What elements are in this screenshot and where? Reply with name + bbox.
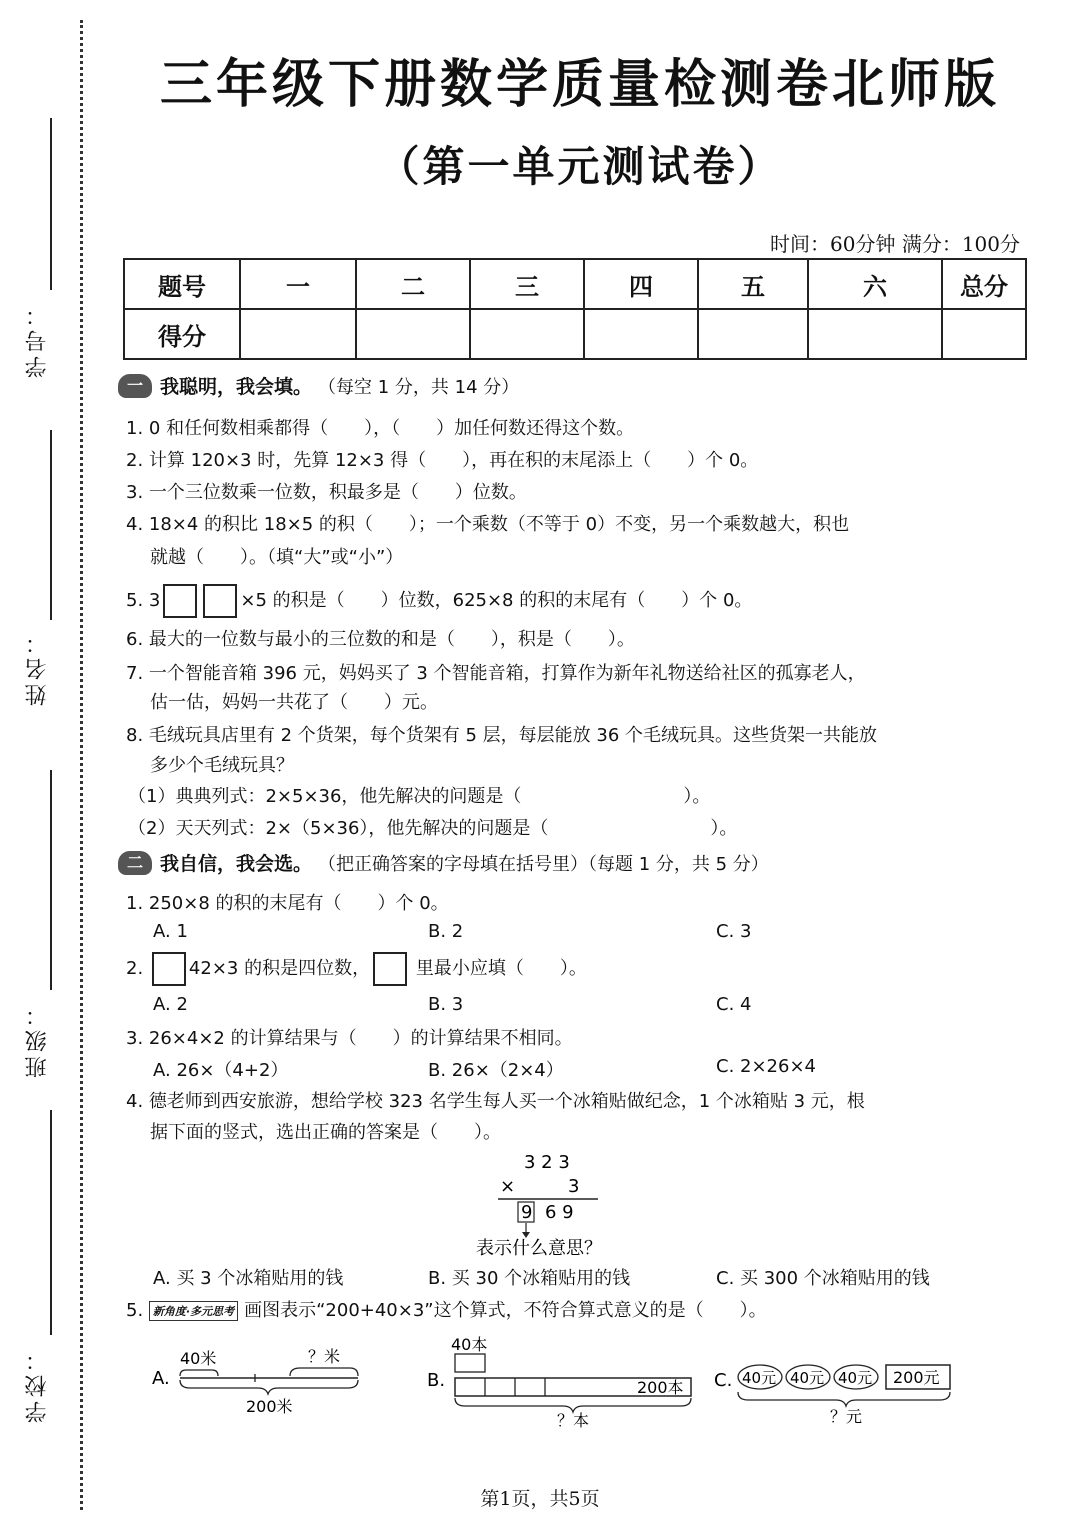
s2-q4-option-c[interactable]: C. 买 300 个冰箱贴用的钱	[716, 1268, 930, 1289]
diagram-a-top-right: ？米	[308, 1347, 341, 1366]
score-cell[interactable]	[470, 309, 584, 359]
diagram-b-unit-box	[455, 1354, 485, 1372]
score-cell[interactable]	[942, 309, 1026, 359]
s2-q2-prefix: 2.	[126, 958, 144, 979]
s1-question-1: 1. 0 和任何数相乘都得（ ），（ ）加任何数还得这个数。	[126, 418, 635, 439]
diagram-a-bottom-brace	[180, 1380, 358, 1394]
diagram-a-brace-right	[290, 1368, 358, 1376]
s2-q5-text: 画图表示“200+40×3”这个算式，不符合算式意义的是（ ）。	[244, 1300, 767, 1321]
s1-question-3: 3. 一个三位数乘一位数，积最多是（ ）位数。	[126, 482, 527, 503]
s2-question-1: 1. 250×8 的积的末尾有（ ）个 0。	[126, 893, 449, 914]
name-line	[50, 430, 52, 620]
school-label: 学校：	[25, 1345, 50, 1423]
score-header-cell: 三	[470, 259, 584, 309]
s2-q5-diagram-b[interactable]	[425, 1332, 705, 1432]
vm-question: 表示什么意思？	[476, 1238, 602, 1258]
s2-question-5: 5. 新角度·多元思考 画图表示“200+40×3”这个算式，不符合算式意义的是（ ）。	[126, 1300, 767, 1321]
s2-q3-option-a[interactable]: A. 26×（4+2）	[153, 1060, 289, 1081]
score-cell[interactable]	[240, 309, 356, 359]
page-subtitle: （第一单元测试卷）	[377, 142, 783, 191]
diagram-c-coin: 40元	[742, 1369, 777, 1387]
page-footer: 第1页，共5页	[480, 1488, 600, 1510]
score-row-label: 得分	[124, 309, 240, 359]
diagram-a-brace-left	[180, 1370, 218, 1376]
diagram-a-letter: A.	[152, 1368, 170, 1389]
section-2-title: 我自信，我会选。	[160, 853, 313, 875]
s2-q2-option-b[interactable]: B. 3	[428, 994, 464, 1015]
s1-question-7-line-1: 7. 一个智能音箱 396 元，妈妈买了 3 个智能音箱，打算作为新年礼物送给社区的孤寡老人，	[126, 663, 866, 684]
student-id-label: 学号：	[25, 300, 50, 378]
diagram-b-bottom: ？本	[557, 1411, 590, 1430]
diagram-a-top-left: 40米	[180, 1349, 217, 1368]
section-2-note: （把正确答案的字母填在括号里）（每题 1 分，共 5 分）	[318, 853, 769, 875]
s1-question-8-line-1: 8. 毛绒玩具店里有 2 个货架，每个货架有 5 层，每层能放 36 个毛绒玩具。这些货架一共能放	[126, 725, 878, 746]
s2-q4-option-a[interactable]: A. 买 3 个冰箱贴用的钱	[153, 1268, 344, 1289]
digit-box[interactable]	[163, 584, 197, 618]
section-2-badge: 二	[118, 851, 152, 875]
s1-question-8-part-2: （2）天天列式：2×（5×36），他先解决的问题是（ ）。	[128, 818, 738, 839]
vm-top-number: 3 2 3	[524, 1152, 570, 1173]
section-1-title: 我聪明，我会填。	[160, 376, 313, 398]
s2-q3-option-b[interactable]: B. 26×（2×4）	[428, 1060, 564, 1081]
s1-question-4-line-1: 4. 18×4 的积比 18×5 的积（ ）；一个乘数（不等于 0）不变，另一个乘数越大，积也	[126, 514, 850, 535]
s1-question-2: 2. 计算 120×3 时，先算 12×3 得（ ），再在积的末尾添上（ ）个 0。	[126, 450, 759, 471]
exam-meta: 时间：60分钟 满分：100分	[770, 232, 1020, 256]
diagram-b-inner: 200本	[637, 1378, 684, 1397]
s2-q2-mid: 42×3 的积是四位数，	[188, 958, 371, 979]
section-1-badge: 一	[118, 374, 152, 398]
diagram-a-bottom: 200米	[246, 1397, 293, 1416]
s1-q5-prefix: 5. 3	[126, 590, 161, 611]
s1-question-7-line-2: 估一估，妈妈一共花了（ ）元。	[150, 692, 438, 713]
s1-question-8-line-2: 多少个毛绒玩具？	[150, 755, 294, 776]
s2-question-2	[126, 952, 587, 986]
binding-dotted-line	[80, 20, 83, 1510]
s1-question-6: 6. 最大的一位数与最小的三位数的和是（ ），积是（ ）。	[126, 629, 635, 650]
page-title: 三年级下册数学质量检测卷北师版	[159, 54, 1000, 115]
score-table	[123, 258, 1027, 360]
diagram-c-bottom-brace	[738, 1392, 950, 1406]
digit-box[interactable]	[152, 952, 186, 986]
vertical-multiplication	[470, 1148, 630, 1258]
diagram-c-letter: C.	[714, 1370, 733, 1391]
digit-box[interactable]	[203, 584, 237, 618]
score-cell[interactable]	[698, 309, 808, 359]
score-header-cell: 六	[808, 259, 942, 309]
score-cell[interactable]	[584, 309, 698, 359]
section-1-header	[118, 372, 519, 399]
vm-result-rest: 6 9	[545, 1202, 574, 1223]
diagram-c-bottom: ？元	[830, 1407, 863, 1426]
s2-question-4-line-1: 4. 德老师到西安旅游，想给学校 323 名学生每人买一个冰箱贴做纪念，1 个冰箱贴 3 元，根	[126, 1091, 865, 1112]
class-label: 班级：	[25, 1000, 50, 1078]
school-line	[50, 1110, 52, 1335]
score-cell[interactable]	[808, 309, 942, 359]
score-header-cell: 总分	[942, 259, 1026, 309]
s2-q3-option-c[interactable]: C. 2×26×4	[716, 1056, 816, 1077]
s2-q1-option-c[interactable]: C. 3	[716, 921, 752, 942]
s2-q1-option-b[interactable]: B. 2	[428, 921, 464, 942]
class-line	[50, 770, 52, 990]
diagram-c-coin: 40元	[838, 1369, 873, 1387]
name-label: 姓名：	[25, 628, 50, 706]
s2-q2-option-c[interactable]: C. 4	[716, 994, 752, 1015]
s2-q4-option-b[interactable]: B. 买 30 个冰箱贴用的钱	[428, 1268, 631, 1289]
score-header-cell: 一	[240, 259, 356, 309]
score-header-cell: 题号	[124, 259, 240, 309]
section-1-note: （每空 1 分，共 14 分）	[318, 376, 520, 398]
diagram-b-letter: B.	[427, 1370, 446, 1391]
vm-multiply-sign: ×	[500, 1176, 516, 1197]
s2-q2-option-a[interactable]: A. 2	[153, 994, 188, 1015]
s2-q1-option-a[interactable]: A. 1	[153, 921, 188, 942]
s2-q5-diagram-c[interactable]	[712, 1356, 962, 1432]
section-2-header	[118, 849, 769, 876]
s1-question-4-line-2: 就越（ ）。（填“大”或“小”）	[150, 547, 404, 568]
s1-question-5	[126, 584, 752, 618]
digit-box[interactable]	[373, 952, 407, 986]
diagram-b-top: 40本	[451, 1335, 488, 1354]
s1-q5-text: ×5 的积是（ ）位数，625×8 的积的末尾有（ ）个 0。	[240, 590, 753, 611]
diagram-c-note: 200元	[893, 1368, 940, 1387]
new-angle-tag: 新角度·多元思考	[149, 1301, 238, 1321]
score-table-score-row	[124, 309, 1026, 359]
s2-question-4-line-2: 据下面的竖式，选出正确的答案是（ ）。	[150, 1122, 501, 1143]
score-cell[interactable]	[356, 309, 470, 359]
score-header-cell: 四	[584, 259, 698, 309]
s2-question-3: 3. 26×4×2 的计算结果与（ ）的计算结果不相同。	[126, 1028, 573, 1049]
diagram-b-bottom-brace	[455, 1398, 691, 1412]
score-table-header-row	[124, 259, 1026, 309]
s2-q5-diagram-a[interactable]	[150, 1340, 380, 1420]
vm-boxed-digit: 9	[521, 1202, 533, 1223]
score-header-cell: 五	[698, 259, 808, 309]
s2-q2-text: 里最小应填（ ）。	[415, 958, 587, 979]
student-id-line	[50, 118, 52, 290]
s1-question-8-part-1: （1）典典列式：2×5×36，他先解决的问题是（ ）。	[128, 786, 711, 807]
score-header-cell: 二	[356, 259, 470, 309]
vm-multiplier: 3	[568, 1176, 580, 1197]
diagram-c-coin: 40元	[790, 1369, 825, 1387]
